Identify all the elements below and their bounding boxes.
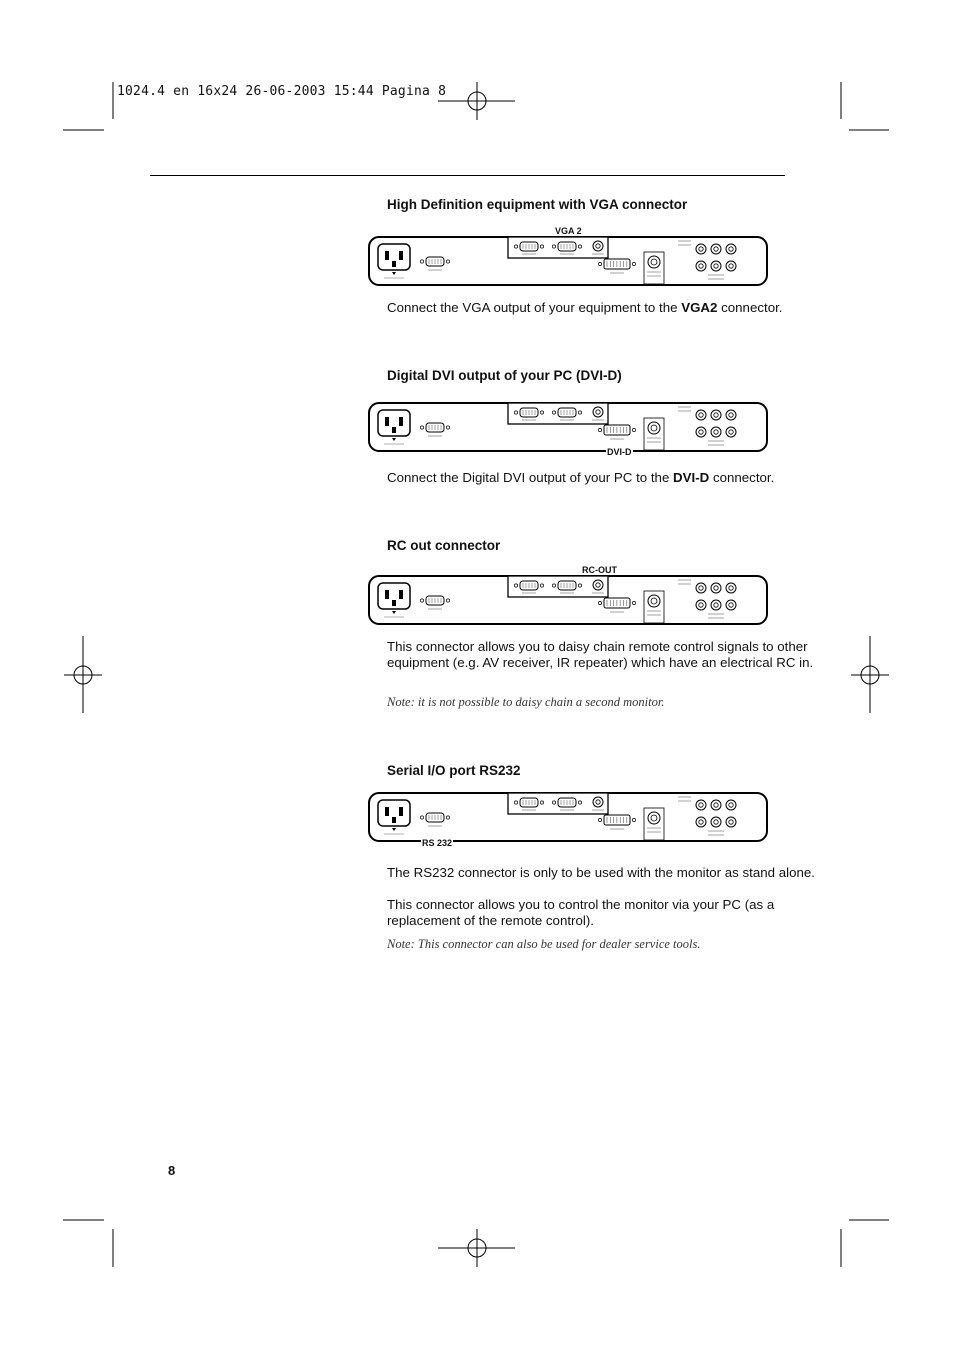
svideo-jack-icon [644, 808, 664, 840]
body-dvi-text: Connect the Digital DVI output of your PC to the [387, 470, 674, 485]
dvi-d-port-icon [598, 259, 635, 269]
heading-rc-out: RC out connector [387, 538, 501, 553]
y-jack-icon [696, 817, 706, 827]
video-jack-icon [696, 244, 706, 254]
page-number: 8 [168, 1163, 176, 1178]
callout-dvi-d: DVI-D [607, 447, 632, 457]
audio-r-jack-icon [726, 583, 736, 593]
heading-vga: High Definition equipment with VGA connector [387, 197, 688, 212]
svideo-jack-icon [644, 418, 664, 450]
body-vga-strong: VGA2 [681, 300, 718, 315]
top-rule [150, 175, 785, 176]
rc-out-jack-icon [593, 241, 603, 251]
pb-jack-icon [711, 600, 721, 610]
audio-l-jack-icon [711, 244, 721, 254]
dvi-d-port-icon [598, 598, 635, 608]
dvi-d-port-icon [598, 425, 635, 435]
body-rs232-1: The RS232 connector is only to be used with the monitor as stand alone. [387, 865, 815, 880]
body-vga [387, 300, 817, 316]
dvi-d-port-icon [598, 815, 635, 825]
callout-rc-out: RC-OUT [582, 565, 617, 575]
panel-drawing [369, 403, 767, 451]
pb-jack-icon [711, 817, 721, 827]
body-dvi-strong: DVI-D [673, 470, 710, 485]
body-rc-out: This connector allows you to daisy chain remote control signals to other equipment (e.g. AV receiver, IR repeater) which have an electrical RC in. [387, 639, 814, 670]
panel-drawing [369, 237, 767, 285]
heading-dvi: Digital DVI output of your PC (DVI-D) [387, 368, 622, 383]
svideo-jack-icon [644, 252, 664, 284]
connector-panel-rs232 [366, 790, 770, 844]
connector-panel-rc-out [366, 573, 770, 627]
body-rs232-2: This connector allows you to control the monitor via your PC (as a replacement of the remote control). [387, 897, 775, 928]
connector-panel-dvi [366, 400, 770, 454]
y-jack-icon [696, 600, 706, 610]
panel-drawing [369, 793, 767, 841]
y-jack-icon [696, 427, 706, 437]
rc-out-jack-icon [593, 407, 603, 417]
heading-rs232: Serial I/O port RS232 [387, 763, 521, 778]
note-rc-out: Note: it is not possible to daisy chain a second monitor. [387, 695, 665, 709]
audio-l-jack-icon [711, 800, 721, 810]
audio-r-jack-icon [726, 410, 736, 420]
pb-jack-icon [711, 427, 721, 437]
audio-r-jack-icon [726, 244, 736, 254]
callout-vga2: VGA 2 [555, 226, 582, 236]
body-dvi-tail: connector. [709, 470, 775, 485]
video-jack-icon [696, 410, 706, 420]
audio-l-jack-icon [711, 410, 721, 420]
pr-jack-icon [726, 600, 736, 610]
y-jack-icon [696, 261, 706, 271]
note-rs232: Note: This connector can also be used for dealer service tools. [387, 937, 701, 951]
callout-rs232: RS 232 [422, 838, 453, 848]
audio-l-jack-icon [711, 583, 721, 593]
audio-r-jack-icon [726, 800, 736, 810]
video-jack-icon [696, 583, 706, 593]
panel-drawing [369, 576, 767, 624]
pr-jack-icon [726, 817, 736, 827]
print-slug: 1024.4 en 16x24 26-06-2003 15:44 Pagina 8 [117, 84, 447, 99]
pr-jack-icon [726, 261, 736, 271]
rc-out-jack-icon [593, 580, 603, 590]
rc-out-jack-icon [593, 797, 603, 807]
svideo-jack-icon [644, 591, 664, 623]
connector-panel-vga [366, 234, 770, 288]
body-dvi [387, 470, 817, 486]
body-vga-tail: connector. [717, 300, 783, 315]
body-vga-text: Connect the VGA output of your equipment to the [387, 300, 682, 315]
pb-jack-icon [711, 261, 721, 271]
pr-jack-icon [726, 427, 736, 437]
video-jack-icon [696, 800, 706, 810]
